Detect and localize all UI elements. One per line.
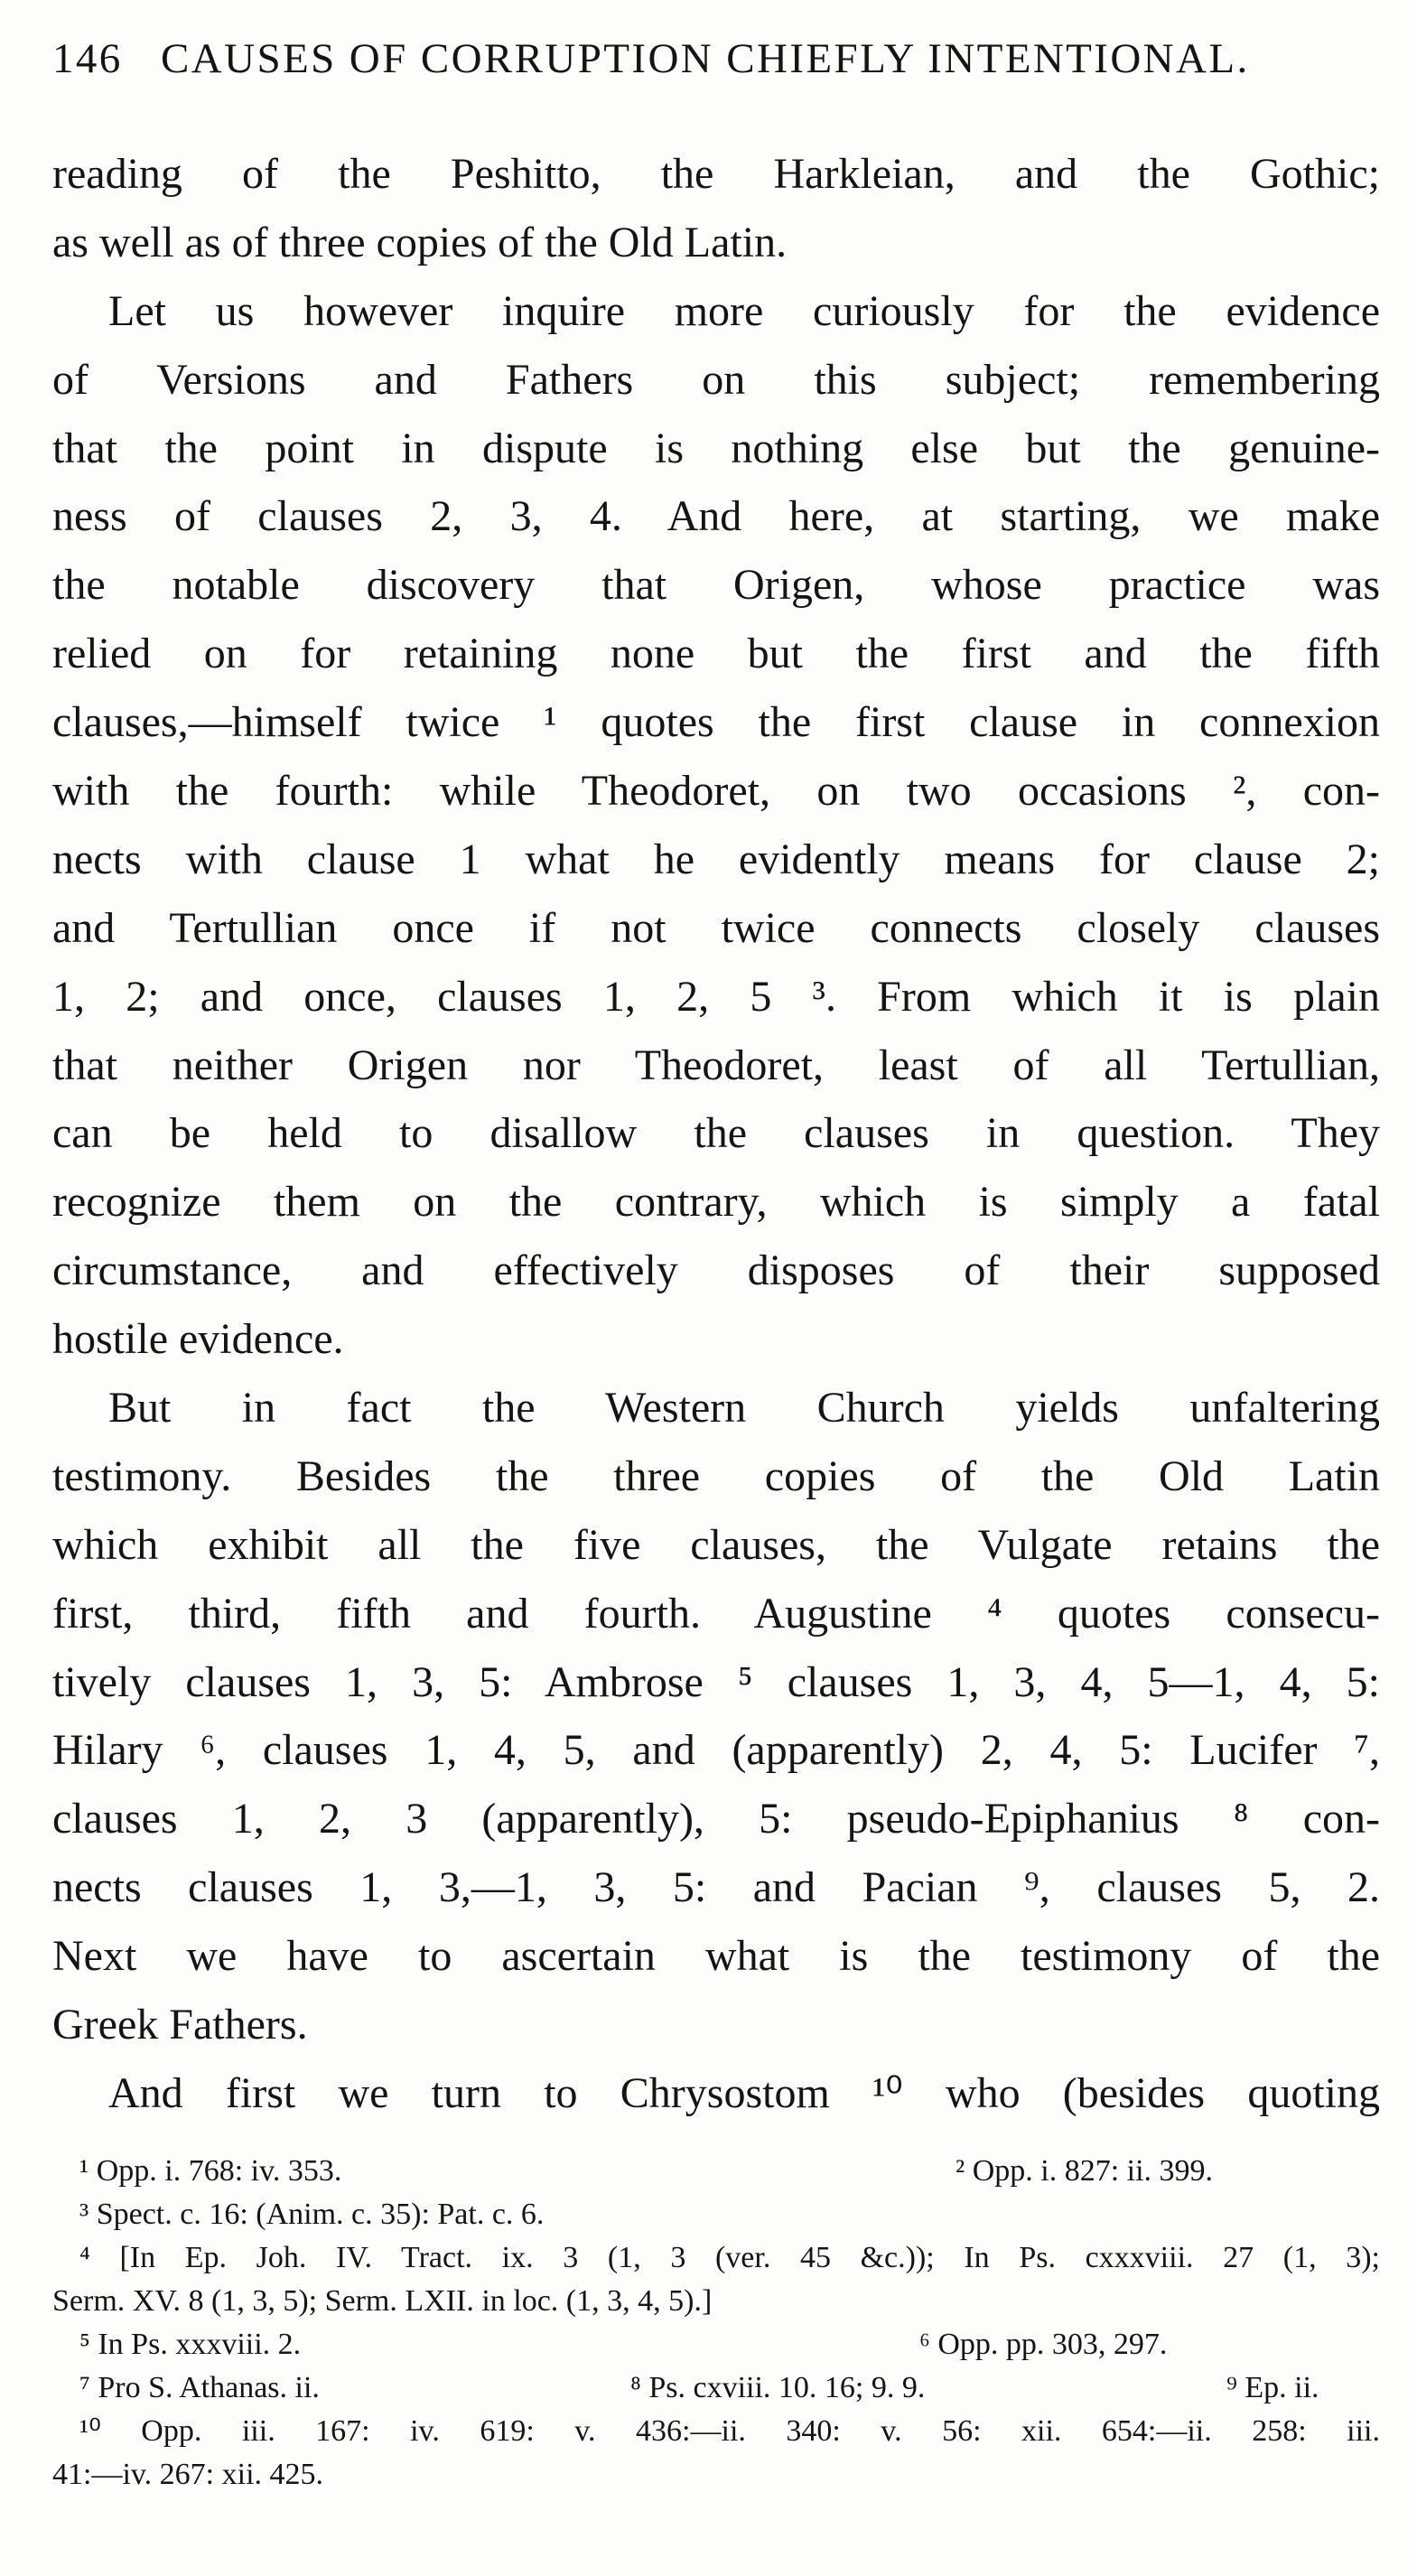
body-line: circumstance, and effectively disposes of their supposed [52,1246,1380,1295]
body-line: reading of the Peshitto, the Harkleian, and the Gothic; [52,150,1380,198]
body-line: testimony. Besides the three copies of the Old Latin [52,1451,1380,1500]
body-line: Greek Fathers. [52,2001,308,2049]
body-line: And first we turn to Chrysostom ¹⁰ who (besides quoting [108,2068,1380,2117]
footnote-row [52,2323,1380,2366]
body-line: Hilary ⁶, clauses 1, 4, 5, and (apparently) 2, 4, 5: Lucifer ⁷, [52,1726,1380,1775]
body-line: 1, 2; and once, clauses 1, 2, 5 ³. From which it is plain [52,972,1380,1021]
body-line: that the point in dispute is nothing else but the genuine- [52,424,1380,472]
body-line: nects clauses 1, 3,—1, 3, 5: and Pacian ⁹, clauses 5, 2. [52,1863,1380,1912]
body-line: ness of clauses 2, 3, 4. And here, at starting, we make [52,492,1380,541]
body-line: and Tertullian once if not twice connects closely clauses [52,903,1380,952]
footnote: ⁴ [In Ep. Joh. IV. Tract. ix. 3 (1, 3 (ver. 45 &c.)); In Ps. cxxxviii. 27 (1, 3); [79,2241,1380,2274]
body-line: clauses 1, 2, 3 (apparently), 5: pseudo-Epiphanius ⁸ con- [52,1795,1380,1843]
footnote-row [52,2150,1380,2193]
footnote: ³ Spect. c. 16: (Anim. c. 35): Pat. c. 6. [79,2198,545,2231]
page-number: 146 [52,35,123,82]
body-line: relied on for retaining none but the first and the fifth [52,630,1380,678]
footnote: 41:—iv. 267: xii. 425. [52,2458,324,2491]
body-line: as well as of three copies of the Old Latin. [52,218,788,266]
body-line: nects with clause 1 what he evidently means for clause 2; [52,835,1380,883]
footnote: ⁷ Pro S. Athanas. ii. [79,2371,320,2404]
footnotes [52,2150,1380,2497]
body-line: recognize them on the contrary, which is simply a fatal [52,1178,1380,1227]
footnote: ⁹ Ep. ii. [1226,2371,1319,2404]
body-line: of Versions and Fathers on this subject; remembering [52,355,1380,404]
body-line: But in fact the Western Church yields unfaltering [108,1384,1380,1433]
footnote: ¹ Opp. i. 768: iv. 353. [79,2154,342,2188]
footnote: ¹⁰ Opp. iii. 167: iv. 619: v. 436:—ii. 340: v. 56: xii. 654:—ii. 258: iii. [79,2414,1380,2448]
body-line: first, third, fifth and fourth. Augustine ⁴ quotes consecu- [52,1589,1380,1638]
body-line: hostile evidence. [52,1315,344,1364]
footnote: ⁵ In Ps. xxxviii. 2. [79,2328,302,2361]
footnote: ⁸ Ps. cxviii. 10. 16; 9. 9. [630,2371,926,2404]
footnote: Serm. XV. 8 (1, 3, 5); Serm. LXII. in loc. (1, 3, 4, 5).] [52,2284,713,2318]
body-line: Next we have to ascertain what is the testimony of the [52,1932,1380,1981]
running-title: CAUSES OF CORRUPTION CHIEFLY INTENTIONAL. [161,35,1250,82]
running-header [52,34,1380,98]
body-line: the notable discovery that Origen, whose practice was [52,561,1380,610]
footnote: ² Opp. i. 827: ii. 399. [956,2154,1214,2188]
footnote: ⁶ Opp. pp. 303, 297. [919,2328,1168,2361]
body-line: Let us however inquire more curiously for the evidence [108,286,1380,335]
body-text [52,140,1380,2128]
body-line: with the fourth: while Theodoret, on two occasions ², con- [52,767,1380,816]
body-line: clauses,—himself twice ¹ quotes the first clause in connexion [52,698,1380,747]
body-line: that neither Origen nor Theodoret, least of all Tertullian, [52,1041,1380,1089]
body-line: tively clauses 1, 3, 5: Ambrose ⁵ clauses 1, 3, 4, 5—1, 4, 5: [52,1657,1380,1706]
footnote-row [52,2366,1380,2410]
footnote-row [52,2193,1380,2236]
body-line: can be held to disallow the clauses in question. They [52,1109,1380,1158]
body-line: which exhibit all the five clauses, the Vulgate retains the [52,1520,1380,1569]
